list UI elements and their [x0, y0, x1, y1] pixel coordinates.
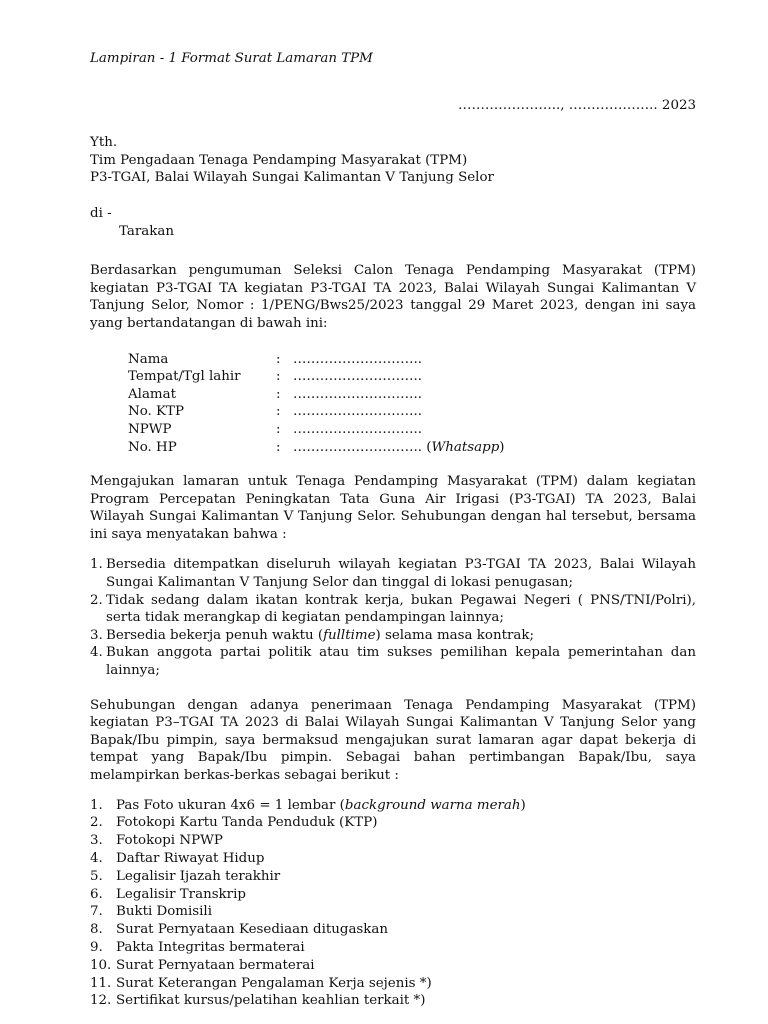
list-item — [90, 903, 696, 921]
list-text: Daftar Riwayat Hidup — [116, 850, 265, 866]
phone-value-close: ) — [499, 439, 505, 455]
text-part: Tidak sedang dalam ikatan kontrak kerja, bukan Pegawai Negeri ( PNS/TNI/Polri), serta tidak merangkap di kegiatan pendampingan lainnya; — [106, 592, 696, 626]
italic-term: background warna merah — [344, 797, 521, 813]
list-item — [90, 644, 696, 679]
list-text: Legalisir Transkrip — [116, 886, 246, 902]
document-list — [90, 797, 696, 1011]
text-part: Bersedia ditempatkan diseluruh wilayah kegiatan P3-TGAI TA 2023, Balai Wilayah Sungai Kalimantan V Tanjung Selor dan tinggal di lokasi penugasan; — [106, 557, 696, 591]
closing-paragraph: Sehubungan dengan adanya penerimaan Tenaga Pendamping Masyarakat (TPM) kegiatan P3–TGAI TA 2023 di Balai Wilayah Sungai Kalimantan V Tanjung Selor yang Bapak/Ibu pimpin, saya bermaksud mengajukan surat lamaran agar dapat bekerja di tempat yang Bapak/Ibu pimpin. Sebagai bahan pertimbangan Bapak/Ibu, saya melampirkan berkas-berkas sebagai berikut : — [90, 697, 696, 783]
identity-row — [128, 439, 696, 457]
application-paragraph: Mengajukan lamaran untuk Tenaga Pendamping Masyarakat (TPM) dalam kegiatan Program Percepatan Peningkatan Tata Guna Air Irigasi (P3-TGAI) TA 2023, Balai Wilayah Sungai Kalimantan V Tanjung Selor. Sehubungan dengan hal tersebut, bersama ini saya menyatakan bahwa : — [90, 474, 696, 542]
date-line: ………………….., ……………….. 2023 — [458, 97, 696, 113]
list-text: Surat Keterangan Pengalaman Kerja sejenis *) — [116, 975, 432, 991]
list-text: Bukti Domisili — [116, 904, 212, 920]
list-item — [90, 886, 696, 904]
di-label: di - — [90, 205, 112, 221]
list-number: 2. — [90, 592, 103, 608]
list-item — [90, 957, 696, 975]
list-text: Legalisir Ijazah terakhir — [116, 868, 281, 884]
list-item — [90, 592, 696, 627]
identity-colon: : — [276, 351, 281, 367]
identity-label: Alamat — [128, 386, 176, 402]
identity-label: NPWP — [128, 421, 172, 437]
list-item — [90, 814, 696, 832]
list-number: 2. — [90, 815, 103, 831]
list-number: 6. — [90, 886, 103, 902]
list-number: 3. — [90, 833, 103, 849]
identity-label: No. KTP — [128, 404, 185, 420]
salutation: Yth. — [90, 135, 118, 151]
identity-row — [128, 403, 696, 421]
list-number: 9. — [90, 939, 103, 955]
list-text: Surat Pernyataan bermaterai — [116, 957, 315, 973]
identity-value: ……………………….. — [293, 404, 423, 420]
recipient-city: Tarakan — [119, 223, 174, 239]
list-number: 12. — [90, 993, 112, 1009]
text-part: Pas Foto ukuran 4x6 = 1 lembar ( — [116, 797, 345, 813]
recipient-address — [90, 134, 696, 187]
recipient-line-1: Tim Pengadaan Tenaga Pendamping Masyarakat (TPM) — [90, 152, 468, 168]
attachment-title: Lampiran - 1 Format Surat Lamaran TPM — [90, 51, 373, 66]
italic-term: fulltime — [323, 627, 376, 643]
list-text — [116, 797, 696, 815]
list-number: 11. — [90, 975, 112, 991]
list-number: 10. — [90, 957, 112, 973]
list-text: Pakta Integritas bermaterai — [116, 939, 305, 955]
identity-colon: : — [276, 439, 281, 455]
list-text — [106, 556, 696, 591]
identity-value: ……………………….. — [293, 369, 423, 385]
identity-colon: : — [276, 386, 281, 402]
list-number: 7. — [90, 904, 103, 920]
identity-table — [128, 351, 696, 457]
list-number: 8. — [90, 922, 103, 938]
identity-value: ……………………….. — [293, 386, 423, 402]
text-part: Bukan anggota partai politik atau tim sukses pemilihan kepala pemerintahan dan lainnya; — [106, 645, 696, 679]
recipient-line-2: P3-TGAI, Balai Wilayah Sungai Kalimantan V Tanjung Selor — [90, 170, 494, 186]
list-item — [90, 921, 696, 939]
identity-colon: : — [276, 421, 281, 437]
list-text: Fotokopi NPWP — [116, 833, 223, 849]
identity-colon: : — [276, 404, 281, 420]
intro-paragraph: Berdasarkan pengumuman Seleksi Calon Tenaga Pendamping Masyarakat (TPM) kegiatan P3-TGAI TA kegiatan P3-TGAI TA 2023, Balai Wilayah Sungai Kalimantan V Tanjung Selor, Nomor : 1/PENG/Bws25/2023 tanggal 29 Maret 2023, dengan ini saya yang bertandatangan di bawah ini: — [90, 263, 696, 331]
recipient-location — [90, 205, 696, 240]
list-item — [90, 797, 696, 815]
list-text: Sertifikat kursus/pelatihan keahlian terkait *) — [116, 993, 426, 1009]
identity-label: Nama — [128, 351, 169, 367]
list-number: 5. — [90, 868, 103, 884]
identity-value: ……………………….. — [293, 351, 423, 367]
list-item — [90, 627, 696, 645]
list-number: 3. — [90, 627, 103, 643]
identity-label: Tempat/Tgl lahir — [128, 369, 241, 385]
list-number: 4. — [90, 850, 103, 866]
list-number: 1. — [90, 557, 103, 573]
list-text — [106, 644, 696, 679]
whatsapp-note: Whatsapp — [431, 439, 500, 455]
identity-value: ……………………….. — [293, 421, 423, 437]
identity-row — [128, 386, 696, 404]
list-item — [90, 975, 696, 993]
letter-page — [90, 50, 696, 1010]
identity-value — [293, 439, 696, 457]
statement-list — [90, 556, 696, 679]
list-item — [90, 850, 696, 868]
list-text: Surat Pernyataan Kesediaan ditugaskan — [116, 922, 389, 938]
list-item — [90, 992, 696, 1010]
identity-row — [128, 421, 696, 439]
list-item — [90, 939, 696, 957]
text-part: Bersedia bekerja penuh waktu ( — [106, 627, 324, 643]
list-text — [106, 627, 696, 645]
phone-value-dots: ……………………….. ( — [293, 439, 432, 455]
list-number: 4. — [90, 645, 103, 661]
identity-row — [128, 351, 696, 369]
list-item — [90, 868, 696, 886]
identity-label: No. HP — [128, 439, 177, 455]
list-number: 1. — [90, 797, 103, 813]
list-text: Fotokopi Kartu Tanda Penduduk (KTP) — [116, 815, 378, 831]
identity-colon: : — [276, 369, 281, 385]
list-text — [106, 592, 696, 627]
text-part: ) — [520, 797, 526, 813]
identity-row — [128, 368, 696, 386]
text-part: ) selama masa kontrak; — [375, 627, 534, 643]
list-item — [90, 832, 696, 850]
list-item — [90, 556, 696, 591]
